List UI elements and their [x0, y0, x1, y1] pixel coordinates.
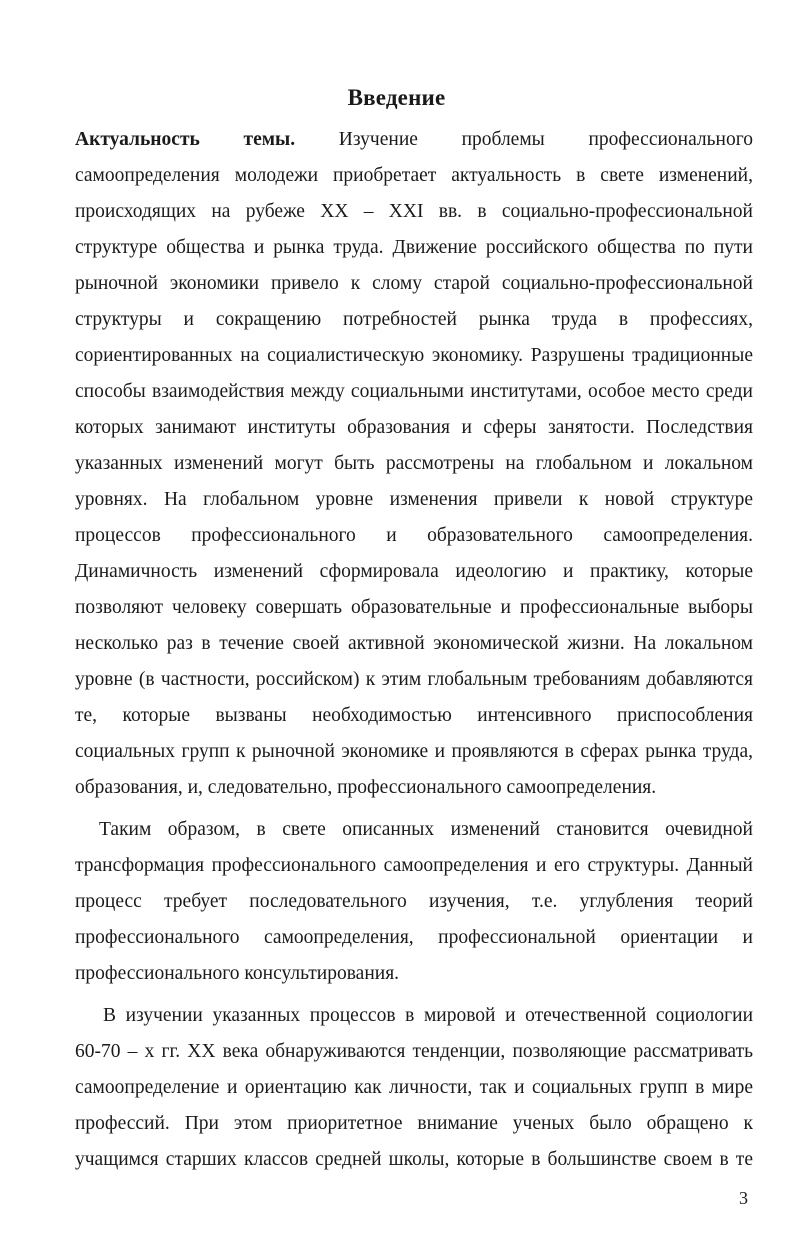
- text-line: позволяют человеку совершать образовательные и профессиональные выборы: [75, 597, 753, 618]
- text-line: учащимся старших классов средней школы, которые в большинстве своем в те: [75, 1149, 753, 1170]
- page-number: 3: [739, 1188, 748, 1208]
- text-line: самоопределения молодежи приобретает актуальность в свете изменений,: [75, 165, 753, 186]
- text-line: структуры и сокращению потребностей рынка труда в профессиях,: [75, 309, 753, 330]
- paragraph-2-line-1: Таким образом, в свете описанных изменений становится очевидной: [99, 819, 753, 840]
- text-line: образования, и, следовательно, профессионального самоопределения.: [75, 777, 657, 798]
- text-line: 60-70 – х гг. XX века обнаруживаются тенденции, позволяющие рассматривать: [75, 1041, 753, 1062]
- text-line: рыночной экономики привело к слому старой социально-профессиональной: [75, 273, 753, 294]
- text-line: процесс требует последовательного изучения, т.е. углубления теорий: [75, 891, 753, 912]
- text-line: уровнях. На глобальном уровне изменения привели к новой структуре: [75, 489, 753, 510]
- text-line: процессов профессионального и образовательного самоопределения.: [75, 525, 753, 546]
- text-line: сориентированных на социалистическую экономику. Разрушены традиционные: [75, 345, 753, 366]
- text-line: происходящих на рубеже XX – XXI вв. в социально-профессиональной: [75, 201, 753, 222]
- paragraph-3-line-1: В изучении указанных процессов в мировой и отечественной социологии: [103, 1005, 753, 1026]
- text-line: социальных групп к рыночной экономике и проявляются в сферах рынка труда,: [75, 741, 753, 762]
- text-line: профессий. При этом приоритетное внимание ученых было обращено к: [75, 1113, 753, 1134]
- bold-lead: Актуальность темы.: [75, 129, 296, 150]
- text-line: профессионального самоопределения, профессиональной ориентации и: [75, 927, 753, 948]
- text-line: способы взаимодействия между социальными институтами, особое место среди: [75, 381, 753, 402]
- text-line: трансформация профессионального самоопределения и его структуры. Данный: [75, 855, 753, 876]
- text-line: профессионального консультирования.: [75, 963, 400, 984]
- text-line: уровне (в частности, российском) к этим глобальным требованиям добавляются: [75, 669, 753, 690]
- text-line: указанных изменений могут быть рассмотрены на глобальном и локальном: [75, 453, 753, 474]
- page-title: Введение: [347, 85, 446, 110]
- text-line: самоопределение и ориентацию как личности, так и социальных групп в мире: [75, 1077, 753, 1098]
- text-line: Динамичность изменений сформировала идеологию и практику, которые: [75, 561, 753, 582]
- text-line: Изучение проблемы профессионального: [338, 129, 753, 150]
- text-line: которых занимают институты образования и сферы занятости. Последствия: [75, 417, 753, 438]
- text-line: несколько раз в течение своей активной экономической жизни. На локальном: [75, 633, 753, 654]
- text-line: те, которые вызваны необходимостью интенсивного приспособления: [75, 705, 753, 726]
- text-line: структуре общества и рынка труда. Движение российского общества по пути: [75, 237, 753, 258]
- paragraph-1-line-1: [75, 122, 753, 158]
